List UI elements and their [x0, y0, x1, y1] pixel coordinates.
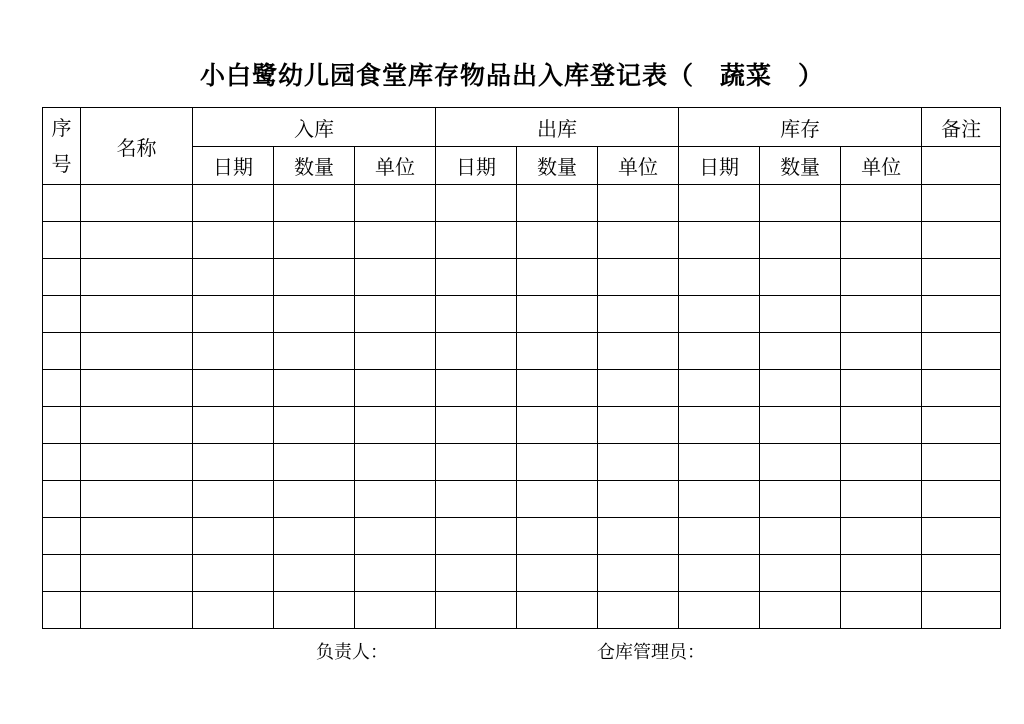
warehouse-keeper-signature-label: 仓库管理员： [597, 642, 705, 663]
table-cell[interactable] [81, 592, 193, 629]
table-cell[interactable] [355, 185, 436, 222]
table-cell[interactable] [436, 444, 517, 481]
table-cell[interactable] [841, 518, 922, 555]
table-cell[interactable] [598, 370, 679, 407]
table-cell[interactable] [81, 259, 193, 296]
table-cell[interactable] [679, 333, 760, 370]
table-cell[interactable] [43, 370, 81, 407]
table-cell[interactable] [193, 296, 274, 333]
table-cell[interactable] [598, 444, 679, 481]
table-cell[interactable] [598, 333, 679, 370]
header-in-unit: 单位 [355, 147, 436, 185]
table-row [43, 185, 1001, 222]
header-out-unit: 单位 [598, 147, 679, 185]
table-cell[interactable] [841, 333, 922, 370]
table-cell[interactable] [193, 407, 274, 444]
table-cell[interactable] [274, 555, 355, 592]
table-cell[interactable] [355, 407, 436, 444]
header-stock-date: 日期 [679, 147, 760, 185]
table-cell[interactable] [436, 296, 517, 333]
table-cell[interactable] [355, 592, 436, 629]
table-cell[interactable] [355, 333, 436, 370]
table-cell[interactable] [679, 555, 760, 592]
table-cell[interactable] [436, 555, 517, 592]
header-in-group: 入库 [193, 108, 436, 147]
table-cell[interactable] [922, 555, 1001, 592]
table-cell[interactable] [274, 296, 355, 333]
table-cell[interactable] [193, 333, 274, 370]
table-cell[interactable] [922, 370, 1001, 407]
table-cell[interactable] [841, 222, 922, 259]
header-name: 名称 [81, 108, 193, 185]
table-cell[interactable] [81, 481, 193, 518]
table-cell[interactable] [517, 259, 598, 296]
table-row [43, 518, 1001, 555]
table-cell[interactable] [81, 518, 193, 555]
table-row [43, 481, 1001, 518]
table-cell[interactable] [760, 518, 841, 555]
table-cell[interactable] [841, 444, 922, 481]
table-cell[interactable] [193, 370, 274, 407]
table-cell[interactable] [760, 222, 841, 259]
header-out-date: 日期 [436, 147, 517, 185]
table-cell[interactable] [193, 444, 274, 481]
table-cell[interactable] [598, 592, 679, 629]
table-cell[interactable] [841, 407, 922, 444]
table-cell[interactable] [193, 481, 274, 518]
table-cell[interactable] [43, 407, 81, 444]
table-cell[interactable] [43, 259, 81, 296]
table-cell[interactable] [841, 370, 922, 407]
table-cell[interactable] [679, 407, 760, 444]
table-cell[interactable] [517, 444, 598, 481]
table-cell[interactable] [355, 444, 436, 481]
table-cell[interactable] [355, 259, 436, 296]
table-cell[interactable] [355, 370, 436, 407]
table-cell[interactable] [274, 222, 355, 259]
table-cell[interactable] [274, 407, 355, 444]
table-cell[interactable] [517, 518, 598, 555]
table-cell[interactable] [922, 407, 1001, 444]
table-cell[interactable] [598, 259, 679, 296]
table-cell[interactable] [355, 518, 436, 555]
table-cell[interactable] [355, 296, 436, 333]
table-cell[interactable] [193, 555, 274, 592]
table-cell[interactable] [43, 444, 81, 481]
table-cell[interactable] [922, 518, 1001, 555]
header-in-quantity: 数量 [274, 147, 355, 185]
table-cell[interactable] [193, 259, 274, 296]
table-cell[interactable] [598, 555, 679, 592]
table-cell[interactable] [922, 222, 1001, 259]
table-cell[interactable] [193, 222, 274, 259]
table-cell[interactable] [517, 222, 598, 259]
table-cell[interactable] [598, 185, 679, 222]
table-cell[interactable] [517, 185, 598, 222]
table-cell[interactable] [517, 481, 598, 518]
table-cell[interactable] [517, 407, 598, 444]
table-cell[interactable] [517, 296, 598, 333]
table-cell[interactable] [760, 407, 841, 444]
table-cell[interactable] [43, 185, 81, 222]
table-cell[interactable] [436, 481, 517, 518]
table-cell[interactable] [760, 185, 841, 222]
table-cell[interactable] [679, 370, 760, 407]
table-cell[interactable] [81, 444, 193, 481]
header-out-quantity: 数量 [517, 147, 598, 185]
header-in-date: 日期 [193, 147, 274, 185]
table-cell[interactable] [760, 296, 841, 333]
table-cell[interactable] [922, 259, 1001, 296]
header-stock-quantity: 数量 [760, 147, 841, 185]
table-cell[interactable] [43, 481, 81, 518]
table-cell[interactable] [43, 518, 81, 555]
table-cell[interactable] [274, 185, 355, 222]
table-cell[interactable] [274, 592, 355, 629]
table-cell[interactable] [598, 481, 679, 518]
table-cell[interactable] [517, 555, 598, 592]
table-row [43, 222, 1001, 259]
table-row [43, 444, 1001, 481]
table-cell[interactable] [274, 481, 355, 518]
table-cell[interactable] [436, 185, 517, 222]
table-cell[interactable] [43, 333, 81, 370]
table-cell[interactable] [679, 259, 760, 296]
table-cell[interactable] [355, 222, 436, 259]
table-row [43, 259, 1001, 296]
table-cell[interactable] [193, 518, 274, 555]
table-cell[interactable] [922, 592, 1001, 629]
table-cell[interactable] [922, 333, 1001, 370]
table-cell[interactable] [355, 481, 436, 518]
table-row [43, 592, 1001, 629]
table-cell[interactable] [679, 222, 760, 259]
table-cell[interactable] [598, 407, 679, 444]
table-row [43, 370, 1001, 407]
table-cell[interactable] [760, 370, 841, 407]
table-cell[interactable] [81, 333, 193, 370]
table-cell[interactable] [436, 518, 517, 555]
table-row [43, 296, 1001, 333]
header-serial: 序 号 [43, 108, 81, 185]
responsible-signature-label: 负责人： [316, 642, 388, 663]
table-cell[interactable] [841, 296, 922, 333]
table-cell[interactable] [436, 407, 517, 444]
page-title: 小白鹭幼儿园食堂库存物品出入库登记表（ 蔬菜 ） [199, 61, 824, 90]
table-cell[interactable] [679, 481, 760, 518]
table-cell[interactable] [517, 592, 598, 629]
header-row-1 [43, 108, 1001, 147]
table-cell[interactable] [81, 555, 193, 592]
table-cell[interactable] [436, 259, 517, 296]
table-cell[interactable] [436, 592, 517, 629]
table-cell[interactable] [436, 222, 517, 259]
table-cell[interactable] [679, 296, 760, 333]
table-cell[interactable] [760, 481, 841, 518]
header-remarks: 备注 [922, 108, 1001, 147]
table-cell[interactable] [679, 518, 760, 555]
table-cell[interactable] [355, 555, 436, 592]
table-cell[interactable] [841, 185, 922, 222]
table-cell[interactable] [274, 518, 355, 555]
table-cell[interactable] [841, 592, 922, 629]
table-cell[interactable] [760, 444, 841, 481]
table-cell[interactable] [922, 481, 1001, 518]
table-cell[interactable] [598, 296, 679, 333]
table-cell[interactable] [81, 370, 193, 407]
table-cell[interactable] [81, 296, 193, 333]
table-cell[interactable] [922, 444, 1001, 481]
table-cell[interactable] [436, 333, 517, 370]
table-cell[interactable] [436, 370, 517, 407]
header-remarks-blank [922, 147, 1001, 185]
table-cell[interactable] [922, 296, 1001, 333]
table-cell[interactable] [598, 222, 679, 259]
table-row [43, 333, 1001, 370]
table-row [43, 555, 1001, 592]
table-cell[interactable] [760, 555, 841, 592]
table-cell[interactable] [679, 185, 760, 222]
header-out-group: 出库 [436, 108, 679, 147]
table-cell[interactable] [517, 333, 598, 370]
table-cell[interactable] [679, 592, 760, 629]
table-cell[interactable] [679, 444, 760, 481]
table-cell[interactable] [43, 296, 81, 333]
table-cell[interactable] [760, 259, 841, 296]
table-cell[interactable] [760, 333, 841, 370]
table-cell[interactable] [841, 481, 922, 518]
table-cell[interactable] [193, 592, 274, 629]
table-cell[interactable] [841, 555, 922, 592]
table-cell[interactable] [43, 222, 81, 259]
table-cell[interactable] [274, 444, 355, 481]
inventory-table [42, 107, 1001, 629]
table-cell[interactable] [81, 407, 193, 444]
table-cell[interactable] [922, 185, 1001, 222]
table-cell[interactable] [43, 555, 81, 592]
table-cell[interactable] [43, 592, 81, 629]
table-cell[interactable] [274, 370, 355, 407]
table-cell[interactable] [81, 222, 193, 259]
table-cell[interactable] [81, 185, 193, 222]
table-cell[interactable] [274, 259, 355, 296]
header-stock-group: 库存 [679, 108, 922, 147]
table-cell[interactable] [841, 259, 922, 296]
table-row [43, 407, 1001, 444]
table-cell[interactable] [598, 518, 679, 555]
table-cell[interactable] [760, 592, 841, 629]
table-cell[interactable] [274, 333, 355, 370]
table-cell[interactable] [193, 185, 274, 222]
table-cell[interactable] [517, 370, 598, 407]
header-stock-unit: 单位 [841, 147, 922, 185]
